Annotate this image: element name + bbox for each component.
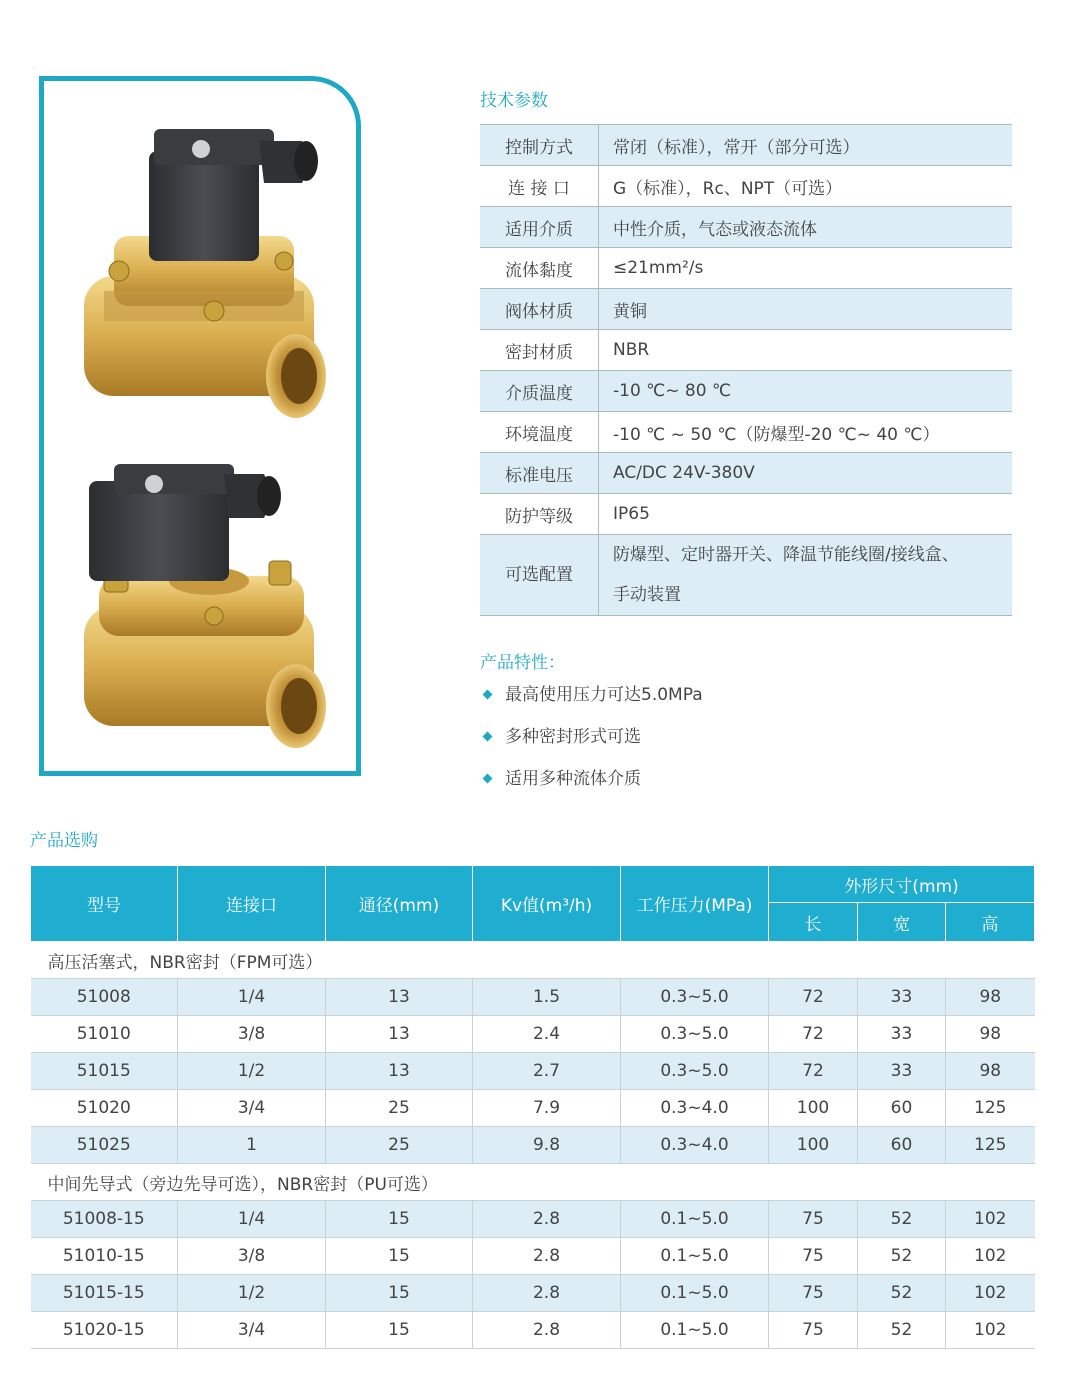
table-cell: 0.1~5.0	[621, 1201, 769, 1238]
table-cell: 33	[858, 979, 946, 1016]
spec-label: 防护等级	[480, 494, 599, 535]
table-row	[31, 979, 1035, 1016]
table-cell: 1/4	[178, 979, 326, 1016]
table-cell: 98	[946, 1053, 1035, 1090]
selection-table	[30, 865, 1035, 1349]
table-row	[31, 1090, 1035, 1127]
solenoid-valve-image-bottom	[74, 456, 334, 756]
table-cell: 0.3~4.0	[621, 1090, 769, 1127]
table-cell: 13	[326, 1016, 473, 1053]
table-cell: 102	[946, 1201, 1035, 1238]
table-cell: 25	[326, 1127, 473, 1164]
table-cell: 100	[769, 1127, 858, 1164]
table-cell: 51020-15	[31, 1312, 178, 1349]
table-cell: 51015-15	[31, 1275, 178, 1312]
table-cell: 100	[769, 1090, 858, 1127]
table-cell: 72	[769, 979, 858, 1016]
table-cell: 102	[946, 1312, 1035, 1349]
table-cell: 60	[858, 1090, 946, 1127]
spec-row	[480, 535, 1012, 616]
spec-value: G（标准），Rc、NPT（可选）	[599, 166, 1013, 207]
spec-row	[480, 330, 1012, 371]
table-cell: 1/2	[178, 1053, 326, 1090]
spec-label: 密封材质	[480, 330, 599, 371]
table-cell: 98	[946, 1016, 1035, 1053]
table-row	[31, 1312, 1035, 1349]
group-row	[31, 1164, 1035, 1201]
table-cell: 52	[858, 1201, 946, 1238]
table-cell: 51010	[31, 1016, 178, 1053]
table-cell: 25	[326, 1090, 473, 1127]
spec-label: 适用介质	[480, 207, 599, 248]
spec-value-line: 手动装置	[613, 585, 681, 605]
table-cell: 33	[858, 1053, 946, 1090]
features-list	[480, 676, 703, 802]
spec-label: 控制方式	[480, 125, 599, 166]
table-cell: 98	[946, 979, 1035, 1016]
table-cell: 13	[326, 1053, 473, 1090]
diamond-bullet-icon	[483, 689, 493, 699]
table-cell: 2.8	[473, 1312, 621, 1349]
table-cell: 72	[769, 1016, 858, 1053]
header-length: 长	[769, 903, 858, 942]
feature-item	[480, 760, 703, 802]
group-title: 高压活塞式，NBR密封（FPM可选）	[31, 942, 1035, 979]
table-cell: 15	[326, 1312, 473, 1349]
table-cell: 1.5	[473, 979, 621, 1016]
spec-value: AC/DC 24V-380V	[599, 453, 1013, 494]
table-cell: 0.1~5.0	[621, 1312, 769, 1349]
product-image-frame	[39, 76, 361, 776]
spec-row	[480, 166, 1012, 207]
solenoid-valve-image-top	[74, 111, 334, 431]
spec-label: 连 接 口	[480, 166, 599, 207]
table-cell: 0.1~5.0	[621, 1238, 769, 1275]
feature-item	[480, 676, 703, 718]
table-cell: 51008-15	[31, 1201, 178, 1238]
table-cell: 75	[769, 1201, 858, 1238]
spec-value: -10 ℃~ 80 ℃	[599, 371, 1013, 412]
table-cell: 2.8	[473, 1275, 621, 1312]
spec-row	[480, 207, 1012, 248]
header-port: 连接口	[178, 866, 326, 942]
table-cell: 3/8	[178, 1016, 326, 1053]
spec-row	[480, 289, 1012, 330]
spec-label: 可选配置	[480, 535, 599, 616]
table-cell: 51008	[31, 979, 178, 1016]
table-cell: 60	[858, 1127, 946, 1164]
table-cell: 0.3~5.0	[621, 1016, 769, 1053]
table-cell: 51025	[31, 1127, 178, 1164]
table-cell: 33	[858, 1016, 946, 1053]
table-cell: 7.9	[473, 1090, 621, 1127]
diamond-bullet-icon	[483, 773, 493, 783]
feature-item	[480, 718, 703, 760]
spec-value: NBR	[599, 330, 1013, 371]
table-row	[31, 1053, 1035, 1090]
header-kv: Kv值(m³/h)	[473, 866, 621, 942]
spec-row	[480, 412, 1012, 453]
table-cell: 0.3~5.0	[621, 1053, 769, 1090]
spec-label: 环境温度	[480, 412, 599, 453]
spec-label: 标准电压	[480, 453, 599, 494]
spec-value: -10 ℃ ~ 50 ℃（防爆型-20 ℃~ 40 ℃）	[599, 412, 1013, 453]
table-cell: 75	[769, 1275, 858, 1312]
table-cell: 2.8	[473, 1201, 621, 1238]
table-cell: 51020	[31, 1090, 178, 1127]
spec-label: 介质温度	[480, 371, 599, 412]
spec-section-title: 技术参数	[480, 91, 548, 111]
table-cell: 2.4	[473, 1016, 621, 1053]
header-model: 型号	[31, 866, 178, 942]
spec-value: ≤21mm²/s	[599, 248, 1013, 289]
header-height: 高	[946, 903, 1035, 942]
spec-value: 常闭（标准），常开（部分可选）	[599, 125, 1013, 166]
table-cell: 75	[769, 1312, 858, 1349]
table-cell: 15	[326, 1201, 473, 1238]
table-cell: 1/4	[178, 1201, 326, 1238]
spec-value-line: 防爆型、定时器开关、降温节能线圈/接线盒、	[613, 545, 959, 565]
features-title: 产品特性：	[480, 653, 565, 673]
table-cell: 0.3~5.0	[621, 979, 769, 1016]
table-cell: 0.3~4.0	[621, 1127, 769, 1164]
table-cell: 102	[946, 1275, 1035, 1312]
spec-label: 流体黏度	[480, 248, 599, 289]
table-cell: 2.7	[473, 1053, 621, 1090]
table-cell: 52	[858, 1238, 946, 1275]
table-row	[31, 1127, 1035, 1164]
table-cell: 13	[326, 979, 473, 1016]
spec-value: 黄铜	[599, 289, 1013, 330]
spec-label: 阀体材质	[480, 289, 599, 330]
spec-table	[480, 124, 1012, 616]
spec-value: IP65	[599, 494, 1013, 535]
spec-row	[480, 453, 1012, 494]
table-cell: 75	[769, 1238, 858, 1275]
table-cell: 1/2	[178, 1275, 326, 1312]
header-dimensions: 外形尺寸(mm)	[769, 866, 1035, 903]
table-cell: 72	[769, 1053, 858, 1090]
spec-row	[480, 248, 1012, 289]
table-cell: 2.8	[473, 1238, 621, 1275]
group-row	[31, 942, 1035, 979]
table-cell: 102	[946, 1238, 1035, 1275]
table-row	[31, 1275, 1035, 1312]
table-row	[31, 1238, 1035, 1275]
spec-row	[480, 371, 1012, 412]
header-width: 宽	[858, 903, 946, 942]
table-cell: 125	[946, 1090, 1035, 1127]
header-pressure: 工作压力(MPa)	[621, 866, 769, 942]
header-orifice: 通径(mm)	[326, 866, 473, 942]
table-cell: 51010-15	[31, 1238, 178, 1275]
table-row	[31, 1016, 1035, 1053]
spec-row	[480, 125, 1012, 166]
spec-row	[480, 494, 1012, 535]
table-cell: 15	[326, 1238, 473, 1275]
table-cell: 3/4	[178, 1090, 326, 1127]
table-cell: 15	[326, 1275, 473, 1312]
selection-title: 产品选购	[30, 831, 98, 851]
spec-value: 中性介质，气态或液态流体	[599, 207, 1013, 248]
table-row	[31, 1201, 1035, 1238]
feature-text: 最高使用压力可达5.0MPa	[505, 685, 703, 705]
table-cell: 0.1~5.0	[621, 1275, 769, 1312]
diamond-bullet-icon	[483, 731, 493, 741]
table-cell: 3/4	[178, 1312, 326, 1349]
table-cell: 51015	[31, 1053, 178, 1090]
table-cell: 52	[858, 1275, 946, 1312]
feature-text: 适用多种流体介质	[505, 769, 641, 789]
group-title: 中间先导式（旁边先导可选），NBR密封（PU可选）	[31, 1164, 1035, 1201]
table-cell: 125	[946, 1127, 1035, 1164]
feature-text: 多种密封形式可选	[505, 727, 641, 747]
spec-value	[599, 535, 1013, 616]
table-cell: 9.8	[473, 1127, 621, 1164]
table-cell: 52	[858, 1312, 946, 1349]
table-cell: 3/8	[178, 1238, 326, 1275]
table-cell: 1	[178, 1127, 326, 1164]
